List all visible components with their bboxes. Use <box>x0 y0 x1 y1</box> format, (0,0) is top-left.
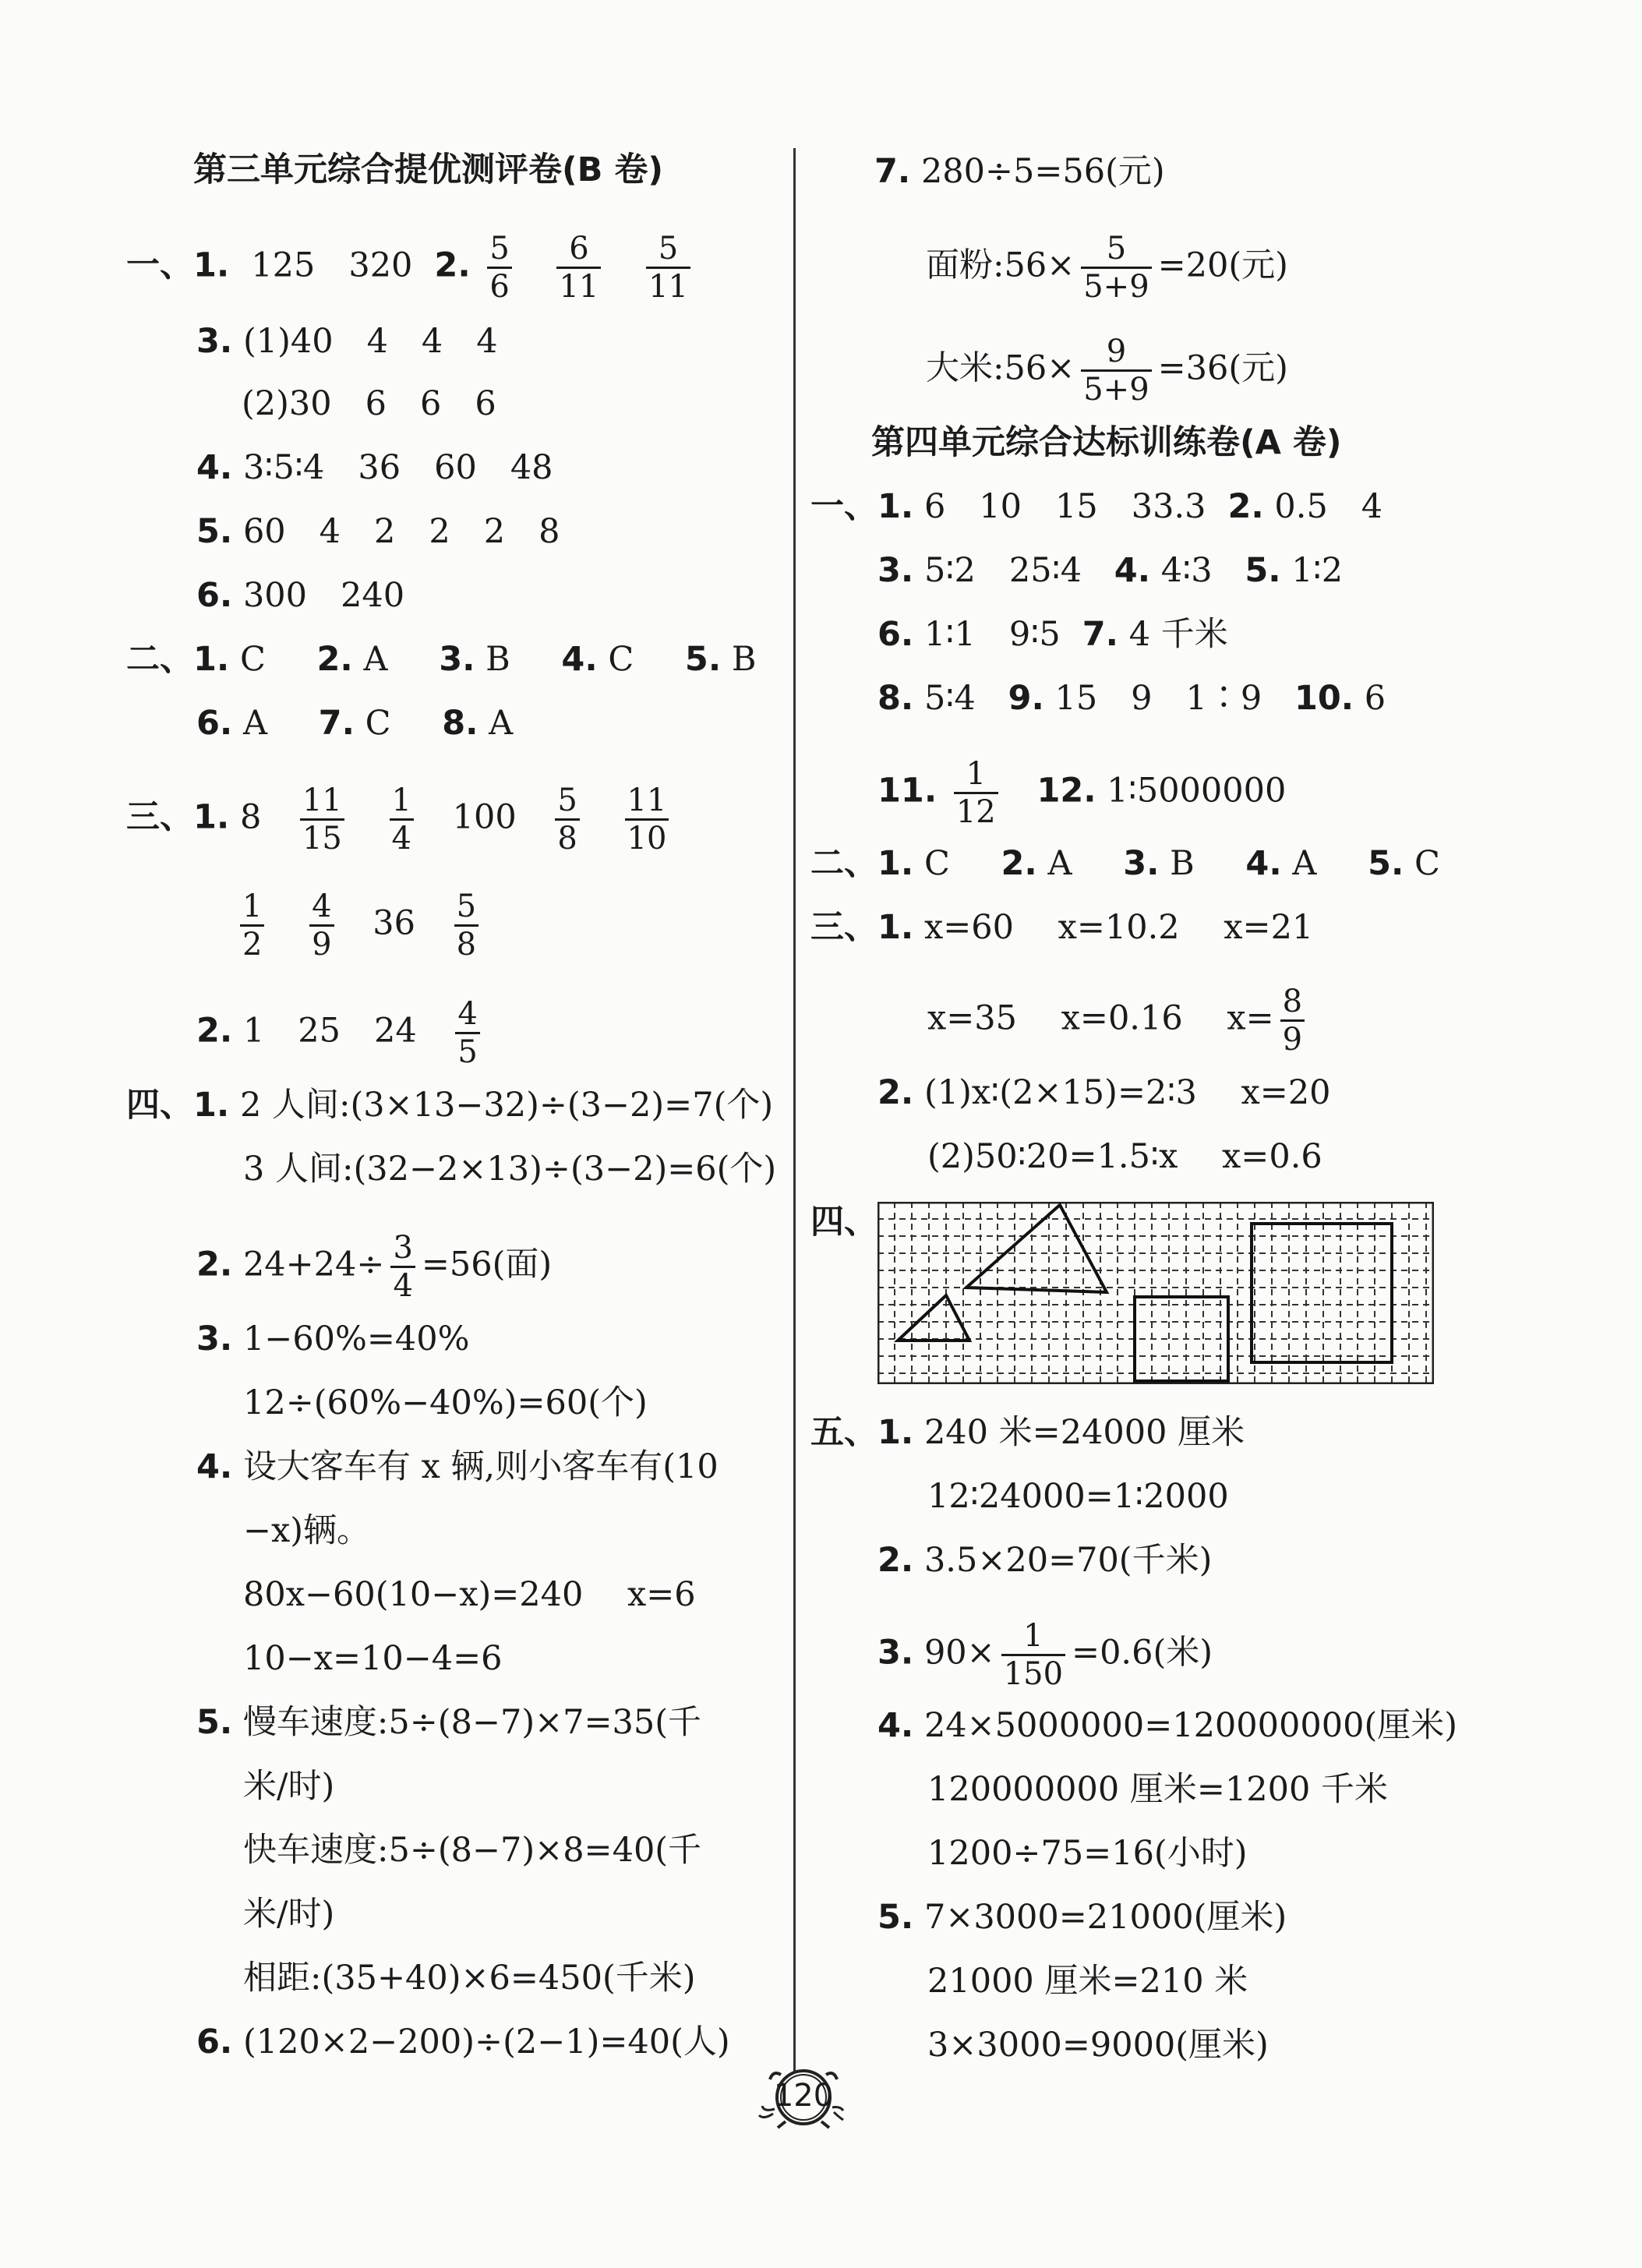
large-triangle <box>966 1205 1107 1292</box>
fraction: $\frac{11}{15}$ <box>300 782 344 857</box>
fraction: $\frac{1}{2}$ <box>240 888 264 963</box>
unit3-s4-q4d: 10−x=10−4=6 <box>243 1639 503 1678</box>
unit4-s3-l1: 三、1. x=60 x=10.2 x=21 <box>810 908 1314 947</box>
unit3-s1-q5: 5. 60 4 2 2 2 8 <box>196 512 560 551</box>
unit3-s4-q5c: 快车速度:5÷(8−7)×8=40(千 <box>243 1831 702 1870</box>
unit4-s1-row4: 8. 5∶4 9. 15 9 1∶9 10. 6 <box>877 679 1386 718</box>
unit3-s4-q7a: 7. 280÷5=56(元) <box>874 152 1165 191</box>
unit3-s4-q7c: 大米:56× $\frac{9}{5+9}$ =36(元) <box>926 334 1288 408</box>
unit3-s1-q4: 4. 3∶5∶4 36 60 48 <box>196 448 553 487</box>
page-number-badge <box>753 2062 854 2129</box>
unit4-s5-q1b: 12∶24000=1∶2000 <box>927 1477 1229 1516</box>
unit3-s4-q5a: 5. 慢车速度:5÷(8−7)×7=35(千 <box>196 1703 702 1742</box>
unit4-title: 第四单元综合达标训练卷(A 卷) <box>871 423 1342 462</box>
unit4-s1-row5: 11. $\frac{1}{12}$ 12. 1∶5000000 <box>877 756 1287 830</box>
unit3-s2-row2: 6. A 7. C 8. A <box>196 704 514 743</box>
unit4-s5-q5a: 5. 7×3000=21000(厘米) <box>877 1898 1287 1937</box>
unit4-s3-q2b: (2)50∶20=1.5∶x x=0.6 <box>927 1137 1322 1176</box>
grid-drawing <box>877 1202 1434 1384</box>
fraction: $\frac{5}{5+9}$ <box>1081 231 1151 305</box>
unit3-s3-q2: 2. 1 25 24 $\frac{4}{5}$ <box>196 996 486 1070</box>
unit3-s1-q6: 6. 300 240 <box>196 576 405 615</box>
unit4-s5-q5b: 21000 厘米=210 米 <box>927 1962 1248 2001</box>
unit3-s4-q3b: 12÷(60%−40%)=60(个) <box>243 1383 648 1422</box>
unit4-s1-row1: 一、1. 6 10 15 33.3 2. 0.5 4 <box>810 487 1383 526</box>
unit3-s4-q5b: 米/时) <box>243 1767 335 1806</box>
unit4-s5-q3: 3. 90× $\frac{1}{150}$ =0.6(米) <box>877 1618 1213 1692</box>
unit3-s1-q3a: 3. (1)40 4 4 4 <box>196 322 498 361</box>
unit3-s1-q3b: (2)30 6 6 6 <box>242 384 496 423</box>
fraction: $\frac{4}{9}$ <box>309 888 334 963</box>
unit4-s3-l2: x=35 x=0.16 x= $\frac{8}{9}$ <box>927 984 1311 1058</box>
small-rectangle <box>1135 1297 1228 1381</box>
unit3-s4-q5d: 米/时) <box>243 1895 335 1934</box>
unit3-s3-row2: $\frac{1}{2}$ $\frac{4}{9}$ 36 $\frac{5}{8}$ <box>234 888 485 963</box>
column-divider <box>793 148 796 2073</box>
unit3-s4-q6: 6. (120×2−200)÷(2−1)=40(人) <box>196 2022 730 2061</box>
unit3-title: 第三单元综合提优测评卷(B 卷) <box>193 150 664 189</box>
unit3-s4-q4c: 80x−60(10−x)=240 x=6 <box>243 1575 696 1614</box>
unit3-s4-l1: 四、1. 2 人间:(3×13−32)÷(3−2)=7(个) <box>126 1086 774 1125</box>
unit4-s5-q1a: 五、1. 240 米=24000 厘米 <box>810 1413 1245 1452</box>
fraction: $\frac{5}{8}$ <box>454 888 478 963</box>
unit3-s4-q5e: 相距:(35+40)×6=450(千米) <box>243 1959 696 1998</box>
fraction: $\frac{9}{5+9}$ <box>1081 334 1151 408</box>
unit3-s1-q1: 一、1. 125 320 2. $\frac{5}{6}$ $\frac{6}{11}$ $\frac{5}{11}$ <box>126 231 697 305</box>
fraction: $\frac{5}{8}$ <box>555 782 579 857</box>
unit4-s5-q4c: 1200÷75=16(小时) <box>927 1834 1248 1873</box>
fraction: $\frac{8}{9}$ <box>1280 984 1305 1058</box>
fraction: $\frac{1}{4}$ <box>390 782 414 857</box>
unit4-s1-row3: 6. 1∶1 9∶5 7. 4 千米 <box>877 615 1228 654</box>
unit3-s2-row1: 二、1. C 2. A 3. B 4. C 5. B <box>126 640 757 679</box>
fraction: $\frac{1}{150}$ <box>1001 1618 1065 1692</box>
unit4-s2-row: 二、1. C 2. A 3. B 4. A 5. C <box>810 844 1440 883</box>
unit4-s3-q2a: 2. (1)x∶(2×15)=2∶3 x=20 <box>877 1073 1331 1112</box>
fraction: $\frac{4}{5}$ <box>455 996 479 1070</box>
fraction: $\frac{1}{12}$ <box>954 756 998 830</box>
unit3-s4-q4a: 4. 设大客车有 x 辆,则小客车有(10 <box>196 1447 719 1486</box>
fraction: $\frac{11}{10}$ <box>625 782 669 857</box>
fraction: $\frac{3}{4}$ <box>390 1230 415 1304</box>
unit3-s4-q7b: 面粉:56× $\frac{5}{5+9}$ =20(元) <box>926 231 1288 305</box>
fraction: $\frac{5}{11}$ <box>646 231 690 305</box>
grid-vertical-lines <box>895 1202 1426 1384</box>
unit3-s3-row1: 三、1. 8 $\frac{11}{15}$ $\frac{1}{4}$ 100 $\frac{5}{8}$ $\frac{11}{10}$ <box>126 782 675 857</box>
unit3-s4-q3a: 3. 1−60%=40% <box>196 1319 470 1358</box>
fraction: $\frac{6}{11}$ <box>556 231 601 305</box>
unit4-s5-q2: 2. 3.5×20=70(千米) <box>877 1541 1213 1580</box>
unit4-s4-label: 四、 <box>810 1203 877 1242</box>
fraction: $\frac{5}{6}$ <box>487 231 511 305</box>
unit4-s5-q4a: 4. 24×5000000=120000000(厘米) <box>877 1706 1457 1745</box>
unit3-s4-q2: 2. 24+24÷ $\frac{3}{4}$ =56(面) <box>196 1230 553 1304</box>
unit4-s5-q4b: 120000000 厘米=1200 千米 <box>927 1770 1389 1809</box>
unit4-s1-row2: 3. 5∶2 25∶4 4. 4∶3 5. 1∶2 <box>877 551 1344 590</box>
page-number: 120 <box>773 2078 834 2114</box>
unit3-s4-l2: 3 人间:(32−2×13)÷(3−2)=6(个) <box>243 1150 777 1189</box>
small-triangle <box>898 1295 969 1341</box>
unit4-s5-q5c: 3×3000=9000(厘米) <box>927 2026 1269 2065</box>
unit3-s4-q4b: −x)辆。 <box>243 1511 371 1550</box>
